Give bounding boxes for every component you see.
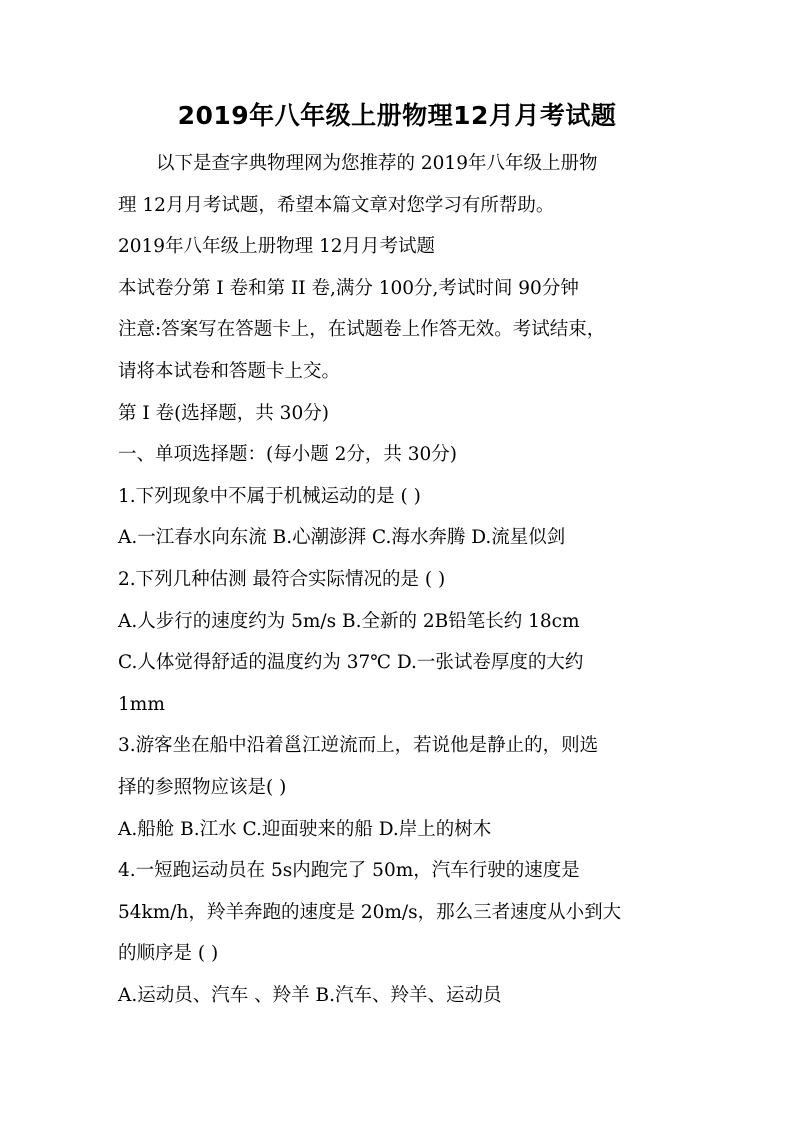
- section-heading: 一、单项选择题：(每小题 2分，共 30分): [118, 444, 458, 466]
- document-body: [118, 143, 684, 1016]
- answer-options: 1mm: [118, 693, 165, 715]
- question-line: 3.游客坐在船中沿着邕江逆流而上，若说他是静止的，则选: [118, 735, 599, 757]
- answer-options: C.人体觉得舒适的温度约为 37℃ D.一张试卷厚度的大约: [118, 652, 584, 674]
- section-heading: 第 I 卷(选择题，共 30分): [118, 402, 329, 424]
- answer-options: A.人步行的速度约为 5m/s B.全新的 2B铅笔长约 18cm: [118, 610, 580, 632]
- answer-options: A.一江春水向东流 B.心潮澎湃 C.海水奔腾 D.流星似剑: [118, 527, 566, 549]
- question-line: 54km/h，羚羊奔跑的速度是 20m/s，那么三者速度从小到大: [118, 901, 622, 923]
- paragraph-line: 注意:答案写在答题卡上，在试题卷上作答无效。考试结束，: [118, 319, 606, 341]
- question-line: 1.下列现象中不属于机械运动的是 ( ): [118, 485, 421, 507]
- answer-options: A.船舱 B.江水 C.迎面驶来的船 D.岸上的树木: [118, 818, 492, 840]
- document-title: 2019年八年级上册物理12月月考试题: [177, 101, 617, 130]
- question-line: 2.下列几种估测 最符合实际情况的是 ( ): [118, 568, 446, 590]
- paragraph-line: 理 12月月考试题，希望本篇文章对您学习有所帮助。: [118, 194, 555, 216]
- question-line: 4.一短跑运动员在 5s内跑完了 50m，汽车行驶的速度是: [118, 860, 580, 882]
- paragraph-line: 请将本试卷和答题卡上交。: [118, 360, 341, 382]
- paragraph-line: 以下是查字典物理网为您推荐的 2019年八年级上册物: [156, 153, 598, 174]
- question-line: 择的参照物应该是( ): [118, 776, 287, 798]
- paragraph-line: 本试卷分第 I 卷和第 II 卷,满分 100分,考试时间 90分钟: [118, 277, 579, 299]
- answer-options: A.运动员、汽车 、羚羊 B.汽车、羚羊、运动员: [118, 984, 502, 1006]
- paragraph-line: 2019年八年级上册物理 12月月考试题: [118, 236, 436, 258]
- question-line: 的顺序是 ( ): [118, 943, 219, 965]
